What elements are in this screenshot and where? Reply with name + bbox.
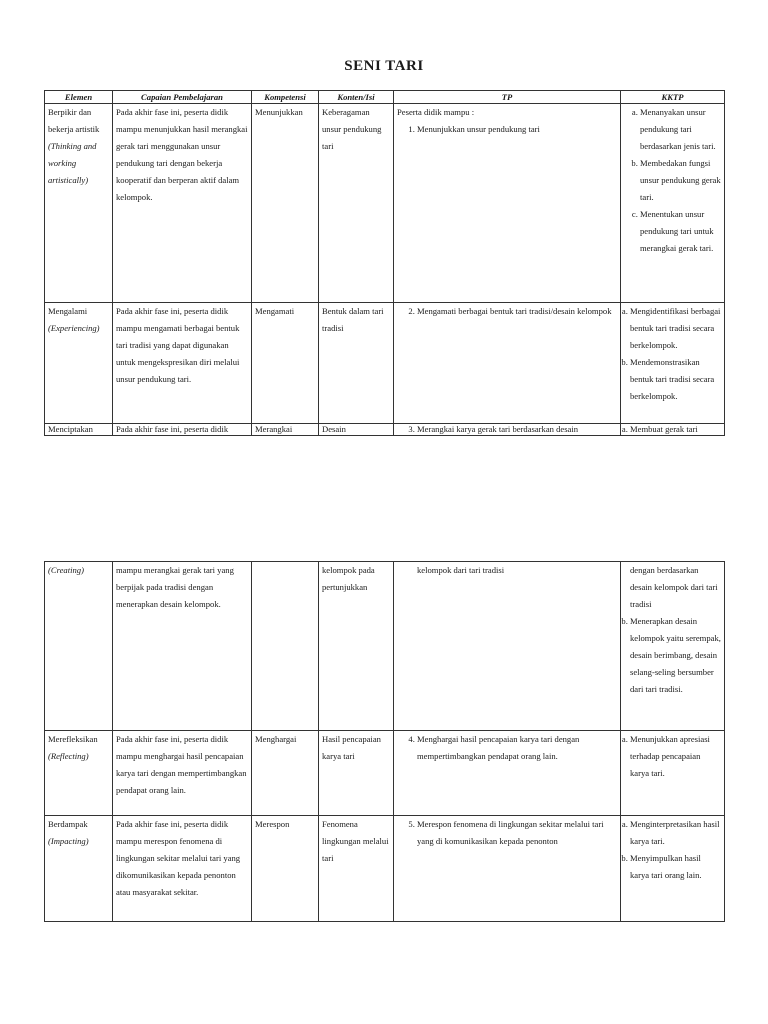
table-row (45, 562, 725, 731)
capaian-cell: Pada akhir fase ini, peserta didik (113, 424, 252, 436)
kktp-item: a. Membuat gerak tari (630, 424, 721, 435)
elemen-english: (Thinking and working artistically) (48, 141, 97, 185)
kktp-item: a. Menginterpretasikan hasil karya tari. (630, 816, 721, 850)
elemen-english: (Creating) (48, 565, 84, 575)
tp-cell (394, 816, 621, 922)
capaian-cell: Pada akhir fase ini, peserta didik mampu menunjukkan hasil merangkai gerak tari menggunakan unsur pendukung tari dengan bekerja kooperatif dan berperan aktif dalam kelompok. (113, 104, 252, 303)
table-row (45, 424, 725, 436)
kompetensi-cell (252, 562, 319, 731)
kktp-item: b. Membedakan fungsi unsur pendukung gerak tari. (640, 155, 721, 206)
elemen-cell (45, 303, 113, 424)
tp-item: 4. Menghargai hasil pencapaian karya tari dengan mempertimbangkan pendapat orang lain. (417, 731, 617, 765)
kktp-item: a. Mengidentifikasi berbagai bentuk tari tradisi secara berkelompok. (630, 303, 721, 354)
kktp-cell (621, 816, 725, 922)
tp-intro: Peserta didik mampu : (397, 107, 475, 117)
kktp-cell (621, 562, 725, 731)
table-row (45, 731, 725, 816)
kktp-item: b. Menerapkan desain kelompok yaitu serempak, desain berimbang, desain selang-seling bersumber dari tari tradisi. (630, 613, 721, 698)
table-row (45, 816, 725, 922)
kompetensi-cell: Mengamati (252, 303, 319, 424)
elemen-cell (45, 562, 113, 731)
tp-cell (394, 104, 621, 303)
konten-cell: Keberagaman unsur pendukung tari (319, 104, 394, 303)
table-row (45, 104, 725, 303)
tp-cell (394, 731, 621, 816)
kktp-item: b. Mendemonstrasikan bentuk tari tradisi secara berkelompok. (630, 354, 721, 405)
elemen-label: Berdampak (48, 819, 88, 829)
tp-cell (394, 303, 621, 424)
learning-objectives-table-continued (44, 561, 725, 922)
header-kktp: KKTP (621, 91, 725, 104)
tp-item: 2. Mengamati berbagai bentuk tari tradisi/desain kelompok (417, 303, 617, 320)
elemen-cell (45, 731, 113, 816)
kktp-cell (621, 303, 725, 424)
header-konten: Konten/Isi (319, 91, 394, 104)
elemen-english: (Impacting) (48, 836, 89, 846)
konten-cell: Desain (319, 424, 394, 436)
kktp-cell (621, 731, 725, 816)
kktp-item: a. Menunjukkan apresiasi terhadap pencapaian karya tari. (630, 731, 721, 782)
header-tp: TP (394, 91, 621, 104)
elemen-cell (45, 104, 113, 303)
tp-item: kelompok dari tari tradisi (417, 565, 505, 575)
table-row (45, 303, 725, 424)
tp-item: 3. Merangkai karya gerak tari berdasarkan desain (417, 424, 617, 435)
tp-item: 5. Merespon fenomena di lingkungan sekitar melalui tari yang di komunikasikan kepada penonton (417, 816, 617, 850)
kompetensi-cell: Merespon (252, 816, 319, 922)
kktp-item: a. Menanyakan unsur pendukung tari berdasarkan jenis tari. (640, 104, 721, 155)
table-header-row (45, 91, 725, 104)
tp-item: 1. Menunjukkan unsur pendukung tari (417, 121, 617, 138)
kktp-cell (621, 424, 725, 436)
kompetensi-cell: Merangkai (252, 424, 319, 436)
capaian-cell: Pada akhir fase ini, peserta didik mampu mengamati berbagai bentuk tari tradisi yang dapat digunakan untuk mengekspresikan diri melalui unsur pendukung tari. (113, 303, 252, 424)
elemen-label: Merefleksikan (48, 734, 98, 744)
elemen-english: (Experiencing) (48, 323, 100, 333)
kompetensi-cell: Menghargai (252, 731, 319, 816)
tp-cell (394, 562, 621, 731)
elemen-cell: Menciptakan (45, 424, 113, 436)
header-kompetensi: Kompetensi (252, 91, 319, 104)
kktp-cell (621, 104, 725, 303)
konten-cell: Fenomena lingkungan melalui tari (319, 816, 394, 922)
kktp-item: c. Menentukan unsur pendukung tari untuk merangkai gerak tari. (640, 206, 721, 257)
page-title: SENI TARI (344, 58, 424, 74)
header-capaian: Capaian Pembelajaran (113, 91, 252, 104)
elemen-english: (Reflecting) (48, 751, 89, 761)
capaian-cell: Pada akhir fase ini, peserta didik mampu menghargai hasil pencapaian karya tari dengan mempertimbangkan pendapat orang lain. (113, 731, 252, 816)
header-elemen: Elemen (45, 91, 113, 104)
konten-cell: Hasil pencapaian karya tari (319, 731, 394, 816)
tp-cell (394, 424, 621, 436)
konten-cell: kelompok pada pertunjukkan (319, 562, 394, 731)
kktp-item: b. Menyimpulkan hasil karya tari orang lain. (630, 850, 721, 884)
capaian-cell: mampu merangkai gerak tari yang berpijak pada tradisi dengan menerapkan desain kelompok. (113, 562, 252, 731)
kktp-item: dengan berdasarkan desain kelompok dari tari tradisi (630, 565, 718, 609)
capaian-cell: Pada akhir fase ini, peserta didik mampu merespon fenomena di lingkungan sekitar melalui tari yang dikomunikasikan kepada penonton atau masyarakat sekitar. (113, 816, 252, 922)
kompetensi-cell: Menunjukkan (252, 104, 319, 303)
elemen-label: Berpikir dan bekerja artistik (48, 107, 100, 134)
learning-objectives-table (44, 90, 725, 436)
konten-cell: Bentuk dalam tari tradisi (319, 303, 394, 424)
elemen-label: Mengalami (48, 306, 88, 316)
elemen-cell (45, 816, 113, 922)
